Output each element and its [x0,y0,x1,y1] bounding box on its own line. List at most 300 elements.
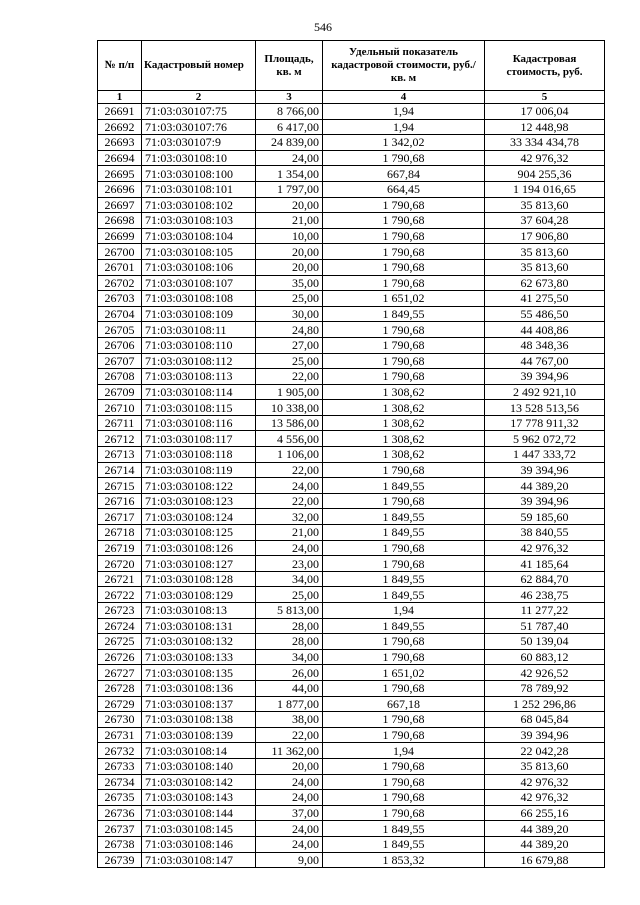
unit-value-cell: 1 790,68 [323,805,485,821]
unit-value-cell: 1 849,55 [323,478,485,494]
cadastral-value-cell: 44 389,20 [485,478,605,494]
unit-value-cell: 1 651,02 [323,665,485,681]
table-row [98,649,605,665]
cadastral-number-cell: 71:03:030108:11 [142,322,256,338]
area-cell: 24,80 [256,322,323,338]
table-row [98,291,605,307]
area-cell: 34,00 [256,571,323,587]
unit-value-cell: 1 849,55 [323,571,485,587]
cadastral-value-cell: 42 926,52 [485,665,605,681]
cadastral-number-cell: 71:03:030108:124 [142,509,256,525]
cadastral-value-cell: 44 767,00 [485,353,605,369]
row-number-cell: 26732 [98,743,142,759]
cadastral-value-cell: 11 277,22 [485,603,605,619]
area-cell: 6 417,00 [256,119,323,135]
area-cell: 24,00 [256,540,323,556]
area-cell: 1 877,00 [256,696,323,712]
row-number-cell: 26692 [98,119,142,135]
row-number-cell: 26722 [98,587,142,603]
table-row [98,774,605,790]
row-number-cell: 26733 [98,758,142,774]
cadastral-number-cell: 71:03:030108:108 [142,291,256,307]
unit-value-cell: 1 849,55 [323,587,485,603]
cadastral-number-cell: 71:03:030108:146 [142,836,256,852]
table-row [98,213,605,229]
cadastral-value-cell: 22 042,28 [485,743,605,759]
table-row [98,478,605,494]
area-cell: 24,00 [256,150,323,166]
row-number-cell: 26703 [98,291,142,307]
cadastral-number-cell: 71:03:030108:100 [142,166,256,182]
table-row [98,275,605,291]
cadastral-value-cell: 60 883,12 [485,649,605,665]
cadastral-value-cell: 5 962 072,72 [485,431,605,447]
area-cell: 38,00 [256,712,323,728]
cadastral-number-cell: 71:03:030108:106 [142,259,256,275]
area-cell: 24 839,00 [256,135,323,151]
row-number-cell: 26704 [98,306,142,322]
cadastral-number-cell: 71:03:030108:129 [142,587,256,603]
table-row [98,493,605,509]
cadastral-value-cell: 51 787,40 [485,618,605,634]
unit-value-cell: 1 308,62 [323,400,485,416]
row-number-cell: 26714 [98,462,142,478]
cadastral-number-cell: 71:03:030108:122 [142,478,256,494]
cadastral-value-cell: 42 976,32 [485,540,605,556]
row-number-cell: 26738 [98,836,142,852]
row-number-cell: 26693 [98,135,142,151]
cadastral-number-cell: 71:03:030108:132 [142,634,256,650]
cadastral-number-cell: 71:03:030108:114 [142,384,256,400]
cadastral-value-cell: 37 604,28 [485,213,605,229]
cadastral-number-cell: 71:03:030108:103 [142,213,256,229]
row-number-cell: 26710 [98,400,142,416]
cadastral-value-cell: 78 789,92 [485,680,605,696]
unit-value-cell: 1 790,68 [323,774,485,790]
header-row-number: № п/п [98,41,142,91]
cadastral-number-cell: 71:03:030108:145 [142,821,256,837]
unit-value-cell: 1 790,68 [323,727,485,743]
table-row [98,119,605,135]
table-row [98,431,605,447]
cadastral-value-table [97,40,605,868]
cadastral-number-cell: 71:03:030108:101 [142,181,256,197]
cadastral-number-cell: 71:03:030108:123 [142,493,256,509]
cadastral-value-cell: 39 394,96 [485,493,605,509]
cadastral-number-cell: 71:03:030107:9 [142,135,256,151]
table-row [98,634,605,650]
header-row [98,41,605,91]
cadastral-number-cell: 71:03:030108:139 [142,727,256,743]
area-cell: 20,00 [256,197,323,213]
area-cell: 21,00 [256,525,323,541]
area-cell: 37,00 [256,805,323,821]
page-number: 546 [314,20,332,34]
row-number-cell: 26721 [98,571,142,587]
table-row [98,852,605,868]
row-number-cell: 26739 [98,852,142,868]
unit-value-cell: 1 790,68 [323,493,485,509]
column-number: 5 [485,91,605,104]
unit-value-cell: 1 308,62 [323,384,485,400]
unit-value-cell: 1 790,68 [323,353,485,369]
cadastral-number-cell: 71:03:030108:135 [142,665,256,681]
unit-value-cell: 1,94 [323,603,485,619]
unit-value-cell: 1 790,68 [323,712,485,728]
area-cell: 24,00 [256,790,323,806]
table-row [98,244,605,260]
cadastral-number-cell: 71:03:030108:144 [142,805,256,821]
table-row [98,306,605,322]
cadastral-number-cell: 71:03:030108:147 [142,852,256,868]
cadastral-value-cell: 904 255,36 [485,166,605,182]
unit-value-cell: 1 849,55 [323,821,485,837]
row-number-cell: 26727 [98,665,142,681]
row-number-cell: 26715 [98,478,142,494]
table-row [98,821,605,837]
table-row [98,181,605,197]
table-row [98,259,605,275]
table-row [98,587,605,603]
table-row [98,337,605,353]
table-row [98,525,605,541]
cadastral-value-cell: 41 185,64 [485,556,605,572]
unit-value-cell: 1 651,02 [323,291,485,307]
area-cell: 25,00 [256,353,323,369]
column-number: 3 [256,91,323,104]
area-cell: 11 362,00 [256,743,323,759]
table-row [98,509,605,525]
row-number-cell: 26737 [98,821,142,837]
cadastral-number-cell: 71:03:030108:136 [142,680,256,696]
area-cell: 26,00 [256,665,323,681]
area-cell: 4 556,00 [256,431,323,447]
area-cell: 24,00 [256,821,323,837]
unit-value-cell: 1 790,68 [323,790,485,806]
area-cell: 44,00 [256,680,323,696]
row-number-cell: 26723 [98,603,142,619]
unit-value-cell: 1 790,68 [323,540,485,556]
area-cell: 30,00 [256,306,323,322]
cadastral-value-cell: 39 394,96 [485,369,605,385]
area-cell: 23,00 [256,556,323,572]
area-cell: 34,00 [256,649,323,665]
cadastral-value-cell: 33 334 434,78 [485,135,605,151]
area-cell: 20,00 [256,259,323,275]
cadastral-number-cell: 71:03:030108:113 [142,369,256,385]
row-number-cell: 26717 [98,509,142,525]
row-number-cell: 26701 [98,259,142,275]
table-row [98,665,605,681]
area-cell: 25,00 [256,291,323,307]
table-row [98,462,605,478]
cadastral-number-cell: 71:03:030107:75 [142,104,256,120]
table-row [98,447,605,463]
row-number-cell: 26720 [98,556,142,572]
row-number-cell: 26719 [98,540,142,556]
cadastral-value-cell: 1 447 333,72 [485,447,605,463]
unit-value-cell: 1 790,68 [323,228,485,244]
area-cell: 21,00 [256,213,323,229]
cadastral-value-cell: 1 252 296,86 [485,696,605,712]
unit-value-cell: 1 849,55 [323,836,485,852]
area-cell: 10,00 [256,228,323,244]
row-number-cell: 26711 [98,415,142,431]
unit-value-cell: 1 342,02 [323,135,485,151]
cadastral-value-cell: 13 528 513,56 [485,400,605,416]
unit-value-cell: 667,18 [323,696,485,712]
cadastral-value-cell: 62 673,80 [485,275,605,291]
area-cell: 20,00 [256,758,323,774]
table-row [98,618,605,634]
header-unit-value: Удельный показатель кадастровой стоимости, руб./кв. м [323,41,485,91]
header-cadastral-number: Кадастровый номер [142,41,256,91]
cadastral-value-cell: 44 389,20 [485,836,605,852]
cadastral-number-cell: 71:03:030108:112 [142,353,256,369]
header-cadastral-value: Кадастровая стоимость, руб. [485,41,605,91]
row-number-cell: 26707 [98,353,142,369]
unit-value-cell: 664,45 [323,181,485,197]
unit-value-cell: 1 308,62 [323,415,485,431]
table-body [98,104,605,868]
area-cell: 1 106,00 [256,447,323,463]
row-number-cell: 26728 [98,680,142,696]
table-row [98,400,605,416]
row-number-cell: 26736 [98,805,142,821]
area-cell: 5 813,00 [256,603,323,619]
unit-value-cell: 1 790,68 [323,680,485,696]
unit-value-cell: 1,94 [323,119,485,135]
cadastral-number-cell: 71:03:030108:118 [142,447,256,463]
area-cell: 28,00 [256,618,323,634]
unit-value-cell: 1 790,68 [323,322,485,338]
cadastral-number-cell: 71:03:030108:138 [142,712,256,728]
row-number-cell: 26698 [98,213,142,229]
row-number-cell: 26718 [98,525,142,541]
table-row [98,603,605,619]
area-cell: 24,00 [256,774,323,790]
cadastral-number-cell: 71:03:030108:110 [142,337,256,353]
unit-value-cell: 1 790,68 [323,275,485,291]
cadastral-value-cell: 17 906,80 [485,228,605,244]
table-row [98,322,605,338]
cadastral-value-cell: 16 679,88 [485,852,605,868]
unit-value-cell: 667,84 [323,166,485,182]
area-cell: 1 797,00 [256,181,323,197]
cadastral-number-cell: 71:03:030108:128 [142,571,256,587]
cadastral-value-cell: 44 408,86 [485,322,605,338]
unit-value-cell: 1 849,55 [323,306,485,322]
cadastral-number-cell: 71:03:030108:109 [142,306,256,322]
row-number-cell: 26729 [98,696,142,712]
cadastral-number-cell: 71:03:030108:137 [142,696,256,712]
unit-value-cell: 1 790,68 [323,213,485,229]
cadastral-value-cell: 48 348,36 [485,337,605,353]
cadastral-value-cell: 12 448,98 [485,119,605,135]
unit-value-cell: 1 790,68 [323,337,485,353]
cadastral-number-cell: 71:03:030108:131 [142,618,256,634]
area-cell: 10 338,00 [256,400,323,416]
table-row [98,104,605,120]
row-number-cell: 26697 [98,197,142,213]
table-row [98,135,605,151]
area-cell: 24,00 [256,478,323,494]
cadastral-value-cell: 50 139,04 [485,634,605,650]
unit-value-cell: 1,94 [323,104,485,120]
table-row [98,836,605,852]
area-cell: 9,00 [256,852,323,868]
table-row [98,353,605,369]
area-cell: 8 766,00 [256,104,323,120]
cadastral-value-cell: 46 238,75 [485,587,605,603]
table-row [98,790,605,806]
unit-value-cell: 1 790,68 [323,244,485,260]
area-cell: 1 905,00 [256,384,323,400]
row-number-cell: 26731 [98,727,142,743]
column-number: 1 [98,91,142,104]
table-row [98,415,605,431]
cadastral-value-cell: 68 045,84 [485,712,605,728]
row-number-cell: 26716 [98,493,142,509]
unit-value-cell: 1 790,68 [323,556,485,572]
cadastral-value-cell: 2 492 921,10 [485,384,605,400]
unit-value-cell: 1 790,68 [323,369,485,385]
table-row [98,228,605,244]
cadastral-number-cell: 71:03:030108:107 [142,275,256,291]
table-row [98,696,605,712]
cadastral-number-cell: 71:03:030108:140 [142,758,256,774]
column-number: 2 [142,91,256,104]
row-number-cell: 26702 [98,275,142,291]
area-cell: 20,00 [256,244,323,260]
table-row [98,805,605,821]
row-number-cell: 26713 [98,447,142,463]
area-cell: 32,00 [256,509,323,525]
cadastral-number-cell: 71:03:030108:115 [142,400,256,416]
cadastral-value-cell: 44 389,20 [485,821,605,837]
row-number-cell: 26730 [98,712,142,728]
cadastral-value-cell: 62 884,70 [485,571,605,587]
row-number-cell: 26726 [98,649,142,665]
area-cell: 35,00 [256,275,323,291]
cadastral-value-cell: 35 813,60 [485,758,605,774]
cadastral-value-cell: 42 976,32 [485,790,605,806]
table-row [98,166,605,182]
area-cell: 13 586,00 [256,415,323,431]
cadastral-value-cell: 55 486,50 [485,306,605,322]
cadastral-value-cell: 39 394,96 [485,462,605,478]
area-cell: 22,00 [256,369,323,385]
cadastral-value-cell: 59 185,60 [485,509,605,525]
row-number-cell: 26691 [98,104,142,120]
row-number-cell: 26695 [98,166,142,182]
cadastral-value-cell: 39 394,96 [485,727,605,743]
cadastral-value-cell: 42 976,32 [485,774,605,790]
row-number-cell: 26708 [98,369,142,385]
row-number-cell: 26725 [98,634,142,650]
unit-value-cell: 1 308,62 [323,447,485,463]
cadastral-number-cell: 71:03:030108:126 [142,540,256,556]
row-number-cell: 26724 [98,618,142,634]
unit-value-cell: 1 853,32 [323,852,485,868]
cadastral-value-cell: 42 976,32 [485,150,605,166]
row-number-cell: 26734 [98,774,142,790]
unit-value-cell: 1 790,68 [323,634,485,650]
table-row [98,571,605,587]
unit-value-cell: 1 790,68 [323,649,485,665]
cadastral-number-cell: 71:03:030108:104 [142,228,256,244]
area-cell: 25,00 [256,587,323,603]
row-number-cell: 26699 [98,228,142,244]
unit-value-cell: 1 849,55 [323,525,485,541]
cadastral-number-cell: 71:03:030108:10 [142,150,256,166]
cadastral-number-cell: 71:03:030108:119 [142,462,256,478]
unit-value-cell: 1 849,55 [323,618,485,634]
table-row [98,758,605,774]
unit-value-cell: 1,94 [323,743,485,759]
column-number-row [98,91,605,104]
column-number: 4 [323,91,485,104]
cadastral-number-cell: 71:03:030108:102 [142,197,256,213]
area-cell: 22,00 [256,493,323,509]
area-cell: 1 354,00 [256,166,323,182]
table-row [98,384,605,400]
row-number-cell: 26705 [98,322,142,338]
row-number-cell: 26706 [98,337,142,353]
table-row [98,540,605,556]
cadastral-value-cell: 35 813,60 [485,197,605,213]
cadastral-value-cell: 41 275,50 [485,291,605,307]
row-number-cell: 26696 [98,181,142,197]
unit-value-cell: 1 308,62 [323,431,485,447]
table-row [98,680,605,696]
cadastral-number-cell: 71:03:030108:117 [142,431,256,447]
cadastral-number-cell: 71:03:030108:133 [142,649,256,665]
unit-value-cell: 1 790,68 [323,150,485,166]
cadastral-value-cell: 35 813,60 [485,244,605,260]
area-cell: 22,00 [256,462,323,478]
area-cell: 28,00 [256,634,323,650]
cadastral-number-cell: 71:03:030108:143 [142,790,256,806]
table-row [98,150,605,166]
table-row [98,197,605,213]
cadastral-value-cell: 17 006,04 [485,104,605,120]
cadastral-number-cell: 71:03:030108:127 [142,556,256,572]
cadastral-value-cell: 35 813,60 [485,259,605,275]
table-row [98,556,605,572]
cadastral-number-cell: 71:03:030108:125 [142,525,256,541]
table-row [98,743,605,759]
table-row [98,712,605,728]
row-number-cell: 26709 [98,384,142,400]
table-row [98,727,605,743]
unit-value-cell: 1 790,68 [323,462,485,478]
cadastral-number-cell: 71:03:030108:142 [142,774,256,790]
row-number-cell: 26700 [98,244,142,260]
row-number-cell: 26735 [98,790,142,806]
cadastral-number-cell: 71:03:030107:76 [142,119,256,135]
cadastral-number-cell: 71:03:030108:13 [142,603,256,619]
cadastral-value-cell: 1 194 016,65 [485,181,605,197]
area-cell: 24,00 [256,836,323,852]
header-area: Площадь, кв. м [256,41,323,91]
unit-value-cell: 1 790,68 [323,197,485,213]
unit-value-cell: 1 790,68 [323,758,485,774]
cadastral-value-cell: 38 840,55 [485,525,605,541]
area-cell: 22,00 [256,727,323,743]
row-number-cell: 26694 [98,150,142,166]
cadastral-number-cell: 71:03:030108:116 [142,415,256,431]
